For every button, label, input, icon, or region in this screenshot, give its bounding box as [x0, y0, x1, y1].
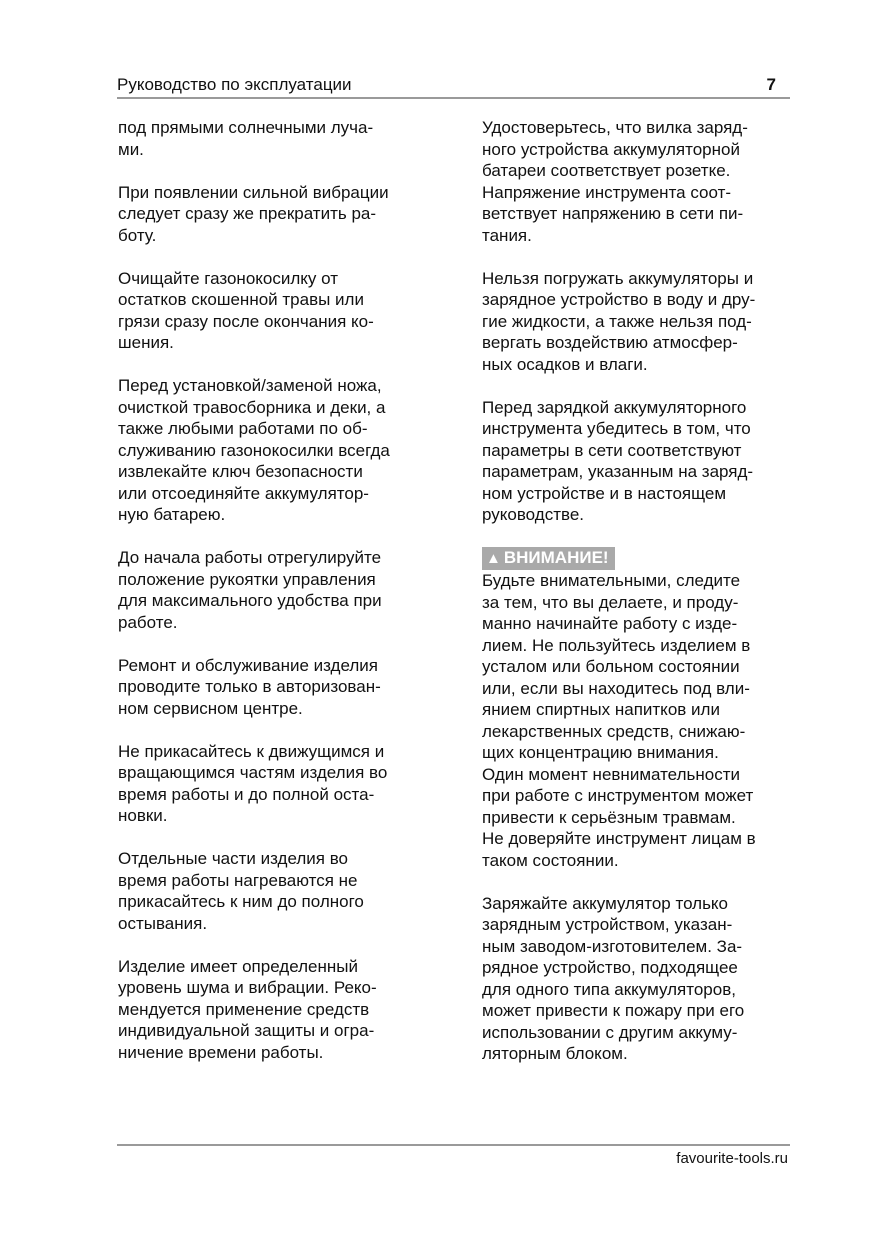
- right-column: [482, 117, 787, 1086]
- footer-url: favourite-tools.ru: [676, 1150, 788, 1167]
- paragraph: Не прикасайтесь к движущимся и вращающимся частям изделия во время работы и до полной оста- новки.: [118, 741, 388, 825]
- warning-block: [482, 547, 787, 871]
- paragraph: Очищайте газонокосилку от остатков скошенной травы или грязи сразу после окончания ко- шения.: [118, 268, 374, 352]
- paragraph: Перед установкой/заменой ножа, очисткой травосборника и деки, а также любыми работами по об- служиванию газонокосилки всегда извлекайте ключ безопасности или отсоединяйте аккумулятор- ную батарею.: [118, 376, 390, 524]
- paragraph: под прямыми солнечными луча- ми.: [118, 118, 374, 159]
- paragraph: Заряжайте аккумулятор только зарядным устройством, указан- ным заводом-изготовителем. За- рядное устройство, подходящее для одного типа аккумуляторов, может привести к пожару при его использовании с другим аккуму- ляторным блоком.: [482, 893, 745, 1063]
- paragraph: Ремонт и обслуживание изделия проводите только в авторизован- ном сервисном центре.: [118, 655, 381, 718]
- document-title: Руководство по эксплуатации: [117, 75, 352, 94]
- paragraph: Удостоверьтесь, что вилка заряд- ного устройства аккумуляторной батареи соответствует розетке. Напряжение инструмента соот- ветствует напряжению в сети пи- тания.: [482, 118, 748, 245]
- header-divider: [117, 97, 790, 99]
- paragraph: Нельзя погружать аккумуляторы и зарядное устройство в воду и дру- гие жидкости, а также нельзя под- вергать воздействию атмосфер- ных осадков и влаги.: [482, 268, 756, 374]
- footer-divider: [117, 1144, 790, 1146]
- warning-text: Будьте внимательными, следите за тем, что вы делаете, и проду- манно начинайте работу с изде- лием. Не пользуйтесь изделием в усталом или больном состоянии или, если вы находитесь под вли- янием спиртных напитков или лекарственных средств, снижаю- щих концентрацию внимания. Один момент невнимательности при работе с инструментом может привести к серьёзным травмам. Не доверяйте инструмент лицам в таком состоянии.: [482, 571, 756, 870]
- paragraph: До начала работы отрегулируйте положение рукоятки управления для максимального удобства при работе.: [118, 548, 382, 632]
- left-column: [118, 117, 423, 1085]
- warning-label: ВНИМАНИЕ!: [503, 548, 609, 567]
- warning-triangle-icon: ▲: [486, 550, 501, 567]
- paragraph: Изделие имеет определенный уровень шума и вибрации. Реко- мендуется применение средств индивидуальной защиты и огра- ничение времени работы.: [118, 956, 377, 1062]
- paragraph: Перед зарядкой аккумуляторного инструмента убедитесь в том, что параметры в сети соответствуют параметрам, указанным на заряд- ном устройстве и в настоящем руководстве.: [482, 397, 754, 524]
- warning-badge: [482, 547, 615, 570]
- page-number: 7: [766, 75, 776, 94]
- paragraph: Отдельные части изделия во время работы нагреваются не прикасайтесь к ним до полного остывания.: [118, 849, 364, 933]
- paragraph: При появлении сильной вибрации следует сразу же прекратить ра- боту.: [118, 182, 389, 245]
- page-header: [117, 74, 790, 96]
